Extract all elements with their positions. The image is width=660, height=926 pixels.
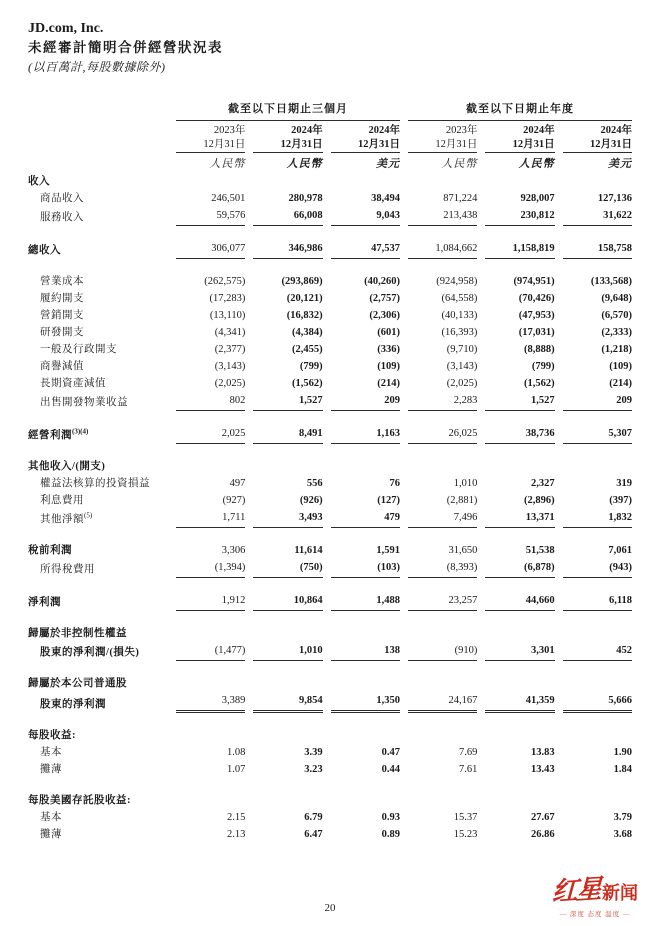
statement-title: 未經審計簡明合併經營狀況表 [28, 40, 223, 55]
cell-value: 556 [306, 478, 323, 489]
column-group-header-row [28, 101, 632, 121]
cell-value: (8,393) [408, 559, 477, 578]
cell-value: (1,562) [524, 378, 555, 389]
table-row [28, 509, 632, 528]
cell-value: (20,121) [286, 293, 323, 304]
units-note: (以百萬計,每股數據除外) [28, 60, 166, 74]
row-label: 其他淨額$^{(5)}$ [40, 511, 93, 525]
cell-value: (40,133) [441, 310, 478, 321]
column-currency-header: 人民幣 [209, 158, 246, 170]
cell-value: 452 [563, 642, 632, 661]
cell-value: (127) [377, 495, 400, 506]
cell-value: 26,025 [408, 425, 477, 444]
column-date-header: 2023年 12月31日 [176, 121, 245, 153]
row-label: 歸屬於非控制性權益 [28, 628, 127, 639]
cell-value: 1.07 [226, 764, 246, 775]
cell-value: (16,393) [441, 327, 478, 338]
row-label: 每股美國存託股收益: [28, 795, 131, 806]
cell-value: (397) [609, 495, 632, 506]
document-header [28, 20, 632, 75]
cell-value: 76 [389, 478, 400, 489]
column-currency-header: 美元 [608, 158, 632, 170]
table-row [28, 625, 632, 642]
cell-value: 7.61 [458, 764, 478, 775]
table-row [28, 744, 632, 761]
cell-value: (103) [331, 559, 400, 578]
cell-value: 10,864 [253, 592, 322, 611]
cell-value: (109) [609, 361, 632, 372]
cell-value: (2,757) [369, 293, 400, 304]
cell-value: 15.37 [453, 812, 478, 823]
table-row [28, 792, 632, 809]
cell-value: (799) [299, 361, 323, 372]
row-label: 其他收入/(開支) [28, 461, 106, 472]
cell-value: 47,537 [331, 240, 400, 259]
cell-value: (3,143) [446, 361, 478, 372]
cell-value: 1,912 [176, 592, 245, 611]
cell-value: (910) [408, 642, 477, 661]
cell-value: 1.08 [226, 747, 246, 758]
table-row [28, 290, 632, 307]
cell-value: 66,008 [253, 207, 322, 226]
cell-value: (1,477) [176, 642, 245, 661]
cell-value: 928,007 [520, 193, 555, 204]
cell-value: 209 [331, 392, 400, 411]
cell-value: (926) [299, 495, 323, 506]
column-currency-header: 人民幣 [441, 158, 478, 170]
column-currency-row [28, 153, 632, 173]
table-row [28, 375, 632, 392]
table-row [28, 307, 632, 324]
cell-value: 2,327 [531, 478, 555, 489]
cell-value: (9,648) [601, 293, 632, 304]
cell-value: (1,562) [292, 378, 323, 389]
table-body [28, 173, 632, 843]
table-row [28, 324, 632, 341]
cell-value: 213,438 [408, 207, 477, 226]
cell-value: 7.69 [458, 747, 478, 758]
cell-value: 209 [563, 392, 632, 411]
cell-value: 1,527 [485, 392, 554, 411]
cell-value: (799) [531, 361, 555, 372]
row-label: 經營利潤$^{(3)(4)}$ [28, 427, 89, 441]
redstar-news-logo [534, 874, 656, 918]
cell-value: 11,614 [294, 545, 323, 556]
table-row [28, 425, 632, 444]
cell-value: (9,710) [446, 344, 478, 355]
table-row [28, 240, 632, 259]
row-label: 淨利潤 [28, 597, 61, 608]
cell-value: 15.23 [453, 829, 478, 840]
cell-value: 38,736 [485, 425, 554, 444]
table-row [28, 492, 632, 509]
cell-value: (2,025) [214, 378, 246, 389]
cell-value: 1,832 [563, 509, 632, 528]
group-header-full-year: 截至以下日期止年度 [408, 101, 632, 121]
cell-value: (6,570) [601, 310, 632, 321]
cell-value: 51,538 [525, 545, 555, 556]
cell-value: 1.90 [613, 747, 632, 758]
cell-value: 306,077 [176, 240, 245, 259]
cell-value: 1,010 [453, 478, 478, 489]
cell-value: 1,010 [253, 642, 322, 661]
cell-value: (6,878) [485, 559, 554, 578]
cell-value: 3,389 [176, 692, 245, 713]
cell-value: 44,660 [485, 592, 554, 611]
logo-tagline: — 深度 态度 温度 — [559, 911, 631, 918]
cell-value: 6,118 [563, 592, 632, 611]
row-label: 履約開支 [40, 293, 84, 304]
cell-value: (1,218) [601, 344, 632, 355]
cell-value: (214) [609, 378, 632, 389]
cell-value: 3.39 [304, 747, 323, 758]
cell-value: 871,224 [443, 193, 478, 204]
cell-value: (750) [253, 559, 322, 578]
cell-value: (2,455) [292, 344, 323, 355]
cell-value: 6.47 [304, 829, 323, 840]
cell-value: 13,371 [485, 509, 554, 528]
cell-value: 1,591 [376, 545, 400, 556]
row-label: 稅前利潤 [28, 545, 72, 556]
cell-value: (214) [377, 378, 400, 389]
cell-value: (47,953) [518, 310, 555, 321]
column-date-header: 2024年 12月31日 [253, 121, 322, 153]
table-row [28, 190, 632, 207]
cell-value: (924,958) [436, 276, 478, 287]
cell-value: 3.79 [613, 812, 632, 823]
cell-value: 1.84 [613, 764, 632, 775]
cell-value: (1,394) [176, 559, 245, 578]
cell-value: (2,306) [369, 310, 400, 321]
cell-value: 3.23 [304, 764, 323, 775]
row-label: 服務收入 [40, 212, 84, 223]
cell-value: 31,622 [563, 207, 632, 226]
cell-value: 1,488 [331, 592, 400, 611]
table-row [28, 392, 632, 411]
cell-value: 280,978 [288, 193, 323, 204]
table-row [28, 826, 632, 843]
spacer-cell [28, 150, 168, 153]
table-row [28, 642, 632, 661]
row-label: 股東的淨利潤 [40, 699, 106, 710]
table-row [28, 809, 632, 826]
column-date-header: 2024年 12月31日 [563, 121, 632, 153]
cell-value: (336) [377, 344, 400, 355]
cell-value: 497 [229, 478, 246, 489]
cell-value: 24,167 [408, 692, 477, 713]
table-row [28, 358, 632, 375]
row-label: 營銷開支 [40, 310, 84, 321]
cell-value: 27.67 [531, 812, 555, 823]
cell-value: 13.83 [531, 747, 555, 758]
cell-value: 230,812 [485, 207, 554, 226]
cell-value: 1,163 [331, 425, 400, 444]
cell-value: 346,986 [253, 240, 322, 259]
row-label: 研發開支 [40, 327, 84, 338]
cell-value: 3,301 [485, 642, 554, 661]
cell-value: 158,758 [563, 240, 632, 259]
cell-value: 9,854 [253, 692, 322, 713]
cell-value: 2.15 [226, 812, 246, 823]
table-row [28, 273, 632, 290]
cell-value: 138 [331, 642, 400, 661]
table-row [28, 692, 632, 713]
cell-value: (13,110) [209, 310, 246, 321]
cell-value: (64,558) [441, 293, 478, 304]
row-label: 股東的淨利潤/(損失) [40, 647, 140, 658]
row-label: 商品收入 [40, 193, 84, 204]
cell-value: 802 [176, 392, 245, 411]
row-label: 出售開發物業收益 [40, 397, 128, 408]
cell-value: (133,568) [590, 276, 632, 287]
cell-value: (17,283) [209, 293, 246, 304]
row-label: 總收入 [28, 245, 61, 256]
cell-value: 26.86 [531, 829, 555, 840]
cell-value: 127,136 [597, 193, 632, 204]
table-row [28, 559, 632, 578]
cell-value: 2,025 [176, 425, 245, 444]
row-label: 攤薄 [40, 764, 62, 775]
cell-value: 7,061 [608, 545, 632, 556]
statement-table [28, 101, 632, 843]
cell-value: 5,307 [563, 425, 632, 444]
table-row [28, 458, 632, 475]
cell-value: 8,491 [253, 425, 322, 444]
cell-value: (17,031) [518, 327, 555, 338]
cell-value: 7,496 [408, 509, 477, 528]
cell-value: 3.68 [613, 829, 632, 840]
cell-value: (2,896) [524, 495, 555, 506]
table-row [28, 592, 632, 611]
cell-value: 6.79 [304, 812, 323, 823]
cell-value: (262,575) [204, 276, 246, 287]
column-date-header: 2023年 12月31日 [408, 121, 477, 153]
row-label: 所得稅費用 [40, 564, 95, 575]
cell-value: (2,025) [446, 378, 478, 389]
footnote-marker: (5) [84, 511, 93, 520]
table-row [28, 341, 632, 358]
cell-value: (4,384) [292, 327, 323, 338]
cell-value: (4,341) [214, 327, 246, 338]
cell-value: (109) [377, 361, 400, 372]
row-label: 商譽減值 [40, 361, 84, 372]
cell-value: 0.93 [381, 812, 400, 823]
cell-value: 41,359 [485, 692, 554, 713]
cell-value: (2,377) [214, 344, 246, 355]
cell-value: (2,333) [601, 327, 632, 338]
row-label: 長期資產減值 [40, 378, 106, 389]
table-row [28, 675, 632, 692]
table-row [28, 207, 632, 226]
column-date-header: 2024年 12月31日 [331, 121, 400, 153]
cell-value: 0.44 [381, 764, 400, 775]
cell-value: 246,501 [211, 193, 246, 204]
cell-value: (293,869) [281, 276, 323, 287]
cell-value: 1,527 [253, 392, 322, 411]
cell-value: (40,260) [364, 276, 400, 287]
row-label: 歸屬於本公司普通股 [28, 678, 127, 689]
column-currency-header: 人民幣 [286, 158, 323, 170]
cell-value: 1,350 [331, 692, 400, 713]
row-label: 基本 [40, 747, 62, 758]
row-label: 權益法核算的投資損益 [40, 478, 150, 489]
logo-block-text: 新闻 [602, 883, 638, 903]
row-label: 收入 [28, 176, 50, 187]
column-date-header-row [28, 121, 632, 153]
cell-value: (8,888) [524, 344, 555, 355]
cell-value: 1,158,819 [485, 240, 554, 259]
group-header-three-months: 截至以下日期止三個月 [176, 101, 400, 121]
cell-value: 13.43 [531, 764, 555, 775]
logo-wordmark [534, 874, 656, 909]
cell-value: (3,143) [214, 361, 246, 372]
column-currency-header: 人民幣 [518, 158, 555, 170]
cell-value: (927) [222, 495, 246, 506]
cell-value: 38,494 [371, 193, 400, 204]
row-label: 攤薄 [40, 829, 62, 840]
cell-value: (601) [377, 327, 400, 338]
cell-value: 5,666 [563, 692, 632, 713]
cell-value: 3,493 [253, 509, 322, 528]
cell-value: 1,084,662 [408, 240, 477, 259]
cell-value: 479 [331, 509, 400, 528]
cell-value: (943) [563, 559, 632, 578]
column-currency-header: 美元 [376, 158, 400, 170]
cell-value: (70,426) [518, 293, 555, 304]
footnote-marker: (3)(4) [72, 427, 89, 436]
cell-value: 31,650 [448, 545, 478, 556]
logo-calligraphy-text: 红星 [551, 874, 601, 907]
cell-value: 319 [616, 478, 632, 489]
table-row [28, 727, 632, 744]
column-date-header: 2024年 12月31日 [485, 121, 554, 153]
cell-value: 2,283 [408, 392, 477, 411]
cell-value: 59,576 [176, 207, 245, 226]
cell-value: 1,711 [176, 509, 245, 528]
cell-value: 0.47 [381, 747, 400, 758]
row-label: 一般及行政開支 [40, 344, 117, 355]
row-label: 營業成本 [40, 276, 84, 287]
table-row [28, 475, 632, 492]
table-row [28, 542, 632, 559]
table-row [28, 173, 632, 190]
cell-value: 9,043 [331, 207, 400, 226]
cell-value: (2,881) [446, 495, 478, 506]
table-row [28, 761, 632, 778]
cell-value: (974,951) [513, 276, 555, 287]
page-number: 20 [324, 902, 336, 914]
cell-value: (16,832) [286, 310, 323, 321]
cell-value: 3,306 [221, 545, 246, 556]
row-label: 基本 [40, 812, 62, 823]
company-name: JD.com, Inc. [28, 21, 104, 36]
row-label: 利息費用 [40, 495, 84, 506]
cell-value: 23,257 [408, 592, 477, 611]
cell-value: 2.13 [226, 829, 246, 840]
cell-value: 0.89 [381, 829, 400, 840]
row-label: 每股收益: [28, 730, 76, 741]
